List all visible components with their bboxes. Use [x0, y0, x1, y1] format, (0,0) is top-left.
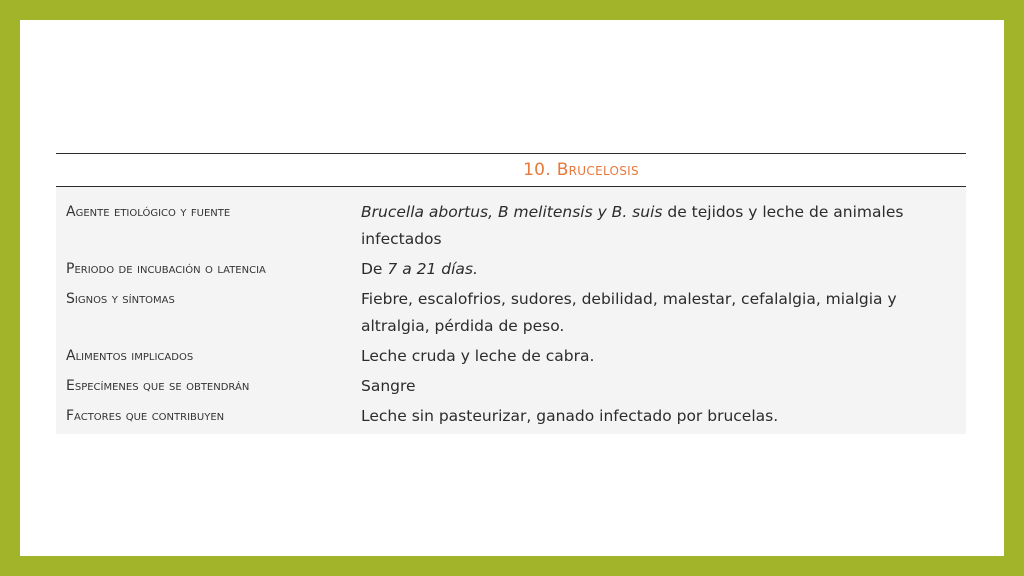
value-part: De: [361, 260, 388, 278]
value-part: Leche cruda y leche de cabra.: [361, 347, 595, 365]
value-part: Leche sin pasteurizar, ganado infectado por brucelas.: [361, 407, 779, 425]
row-value: [361, 373, 966, 400]
value-part: Fiebre, escalofrios, sudores, debilidad, malestar, cefalalgia, mialgia y altralgia, pérdida de peso.: [361, 290, 897, 335]
row-label: Alimentos implicados: [66, 348, 194, 364]
table-row: [56, 286, 966, 340]
row-value: [361, 199, 966, 253]
row-value: [361, 286, 966, 340]
table-row: [56, 199, 966, 253]
row-value: [361, 403, 966, 430]
row-label: Signos y síntomas: [66, 291, 175, 307]
table-body: [56, 187, 966, 434]
table-title: 10. Brucelosis: [523, 160, 639, 180]
table-row: [56, 373, 966, 400]
slide: [20, 20, 1004, 556]
row-label: Factores que contribuyen: [66, 408, 225, 424]
row-value: [361, 256, 966, 283]
value-part: 7 a 21 días.: [387, 260, 478, 278]
disease-table: [56, 153, 966, 434]
table-row: [56, 403, 966, 430]
row-value: [361, 343, 966, 370]
value-part: de tejidos y leche de animales infectados: [361, 203, 904, 248]
row-label: Agente etiológico y fuente: [66, 204, 231, 220]
row-label: Periodo de incubación o latencia: [66, 261, 266, 277]
title-row: [56, 154, 966, 186]
value-part: Brucella abortus, B melitensis y B. suis: [361, 203, 663, 221]
value-part: Sangre: [361, 377, 416, 395]
table-row: [56, 256, 966, 283]
row-label: Especímenes que se obtendrán: [66, 378, 250, 394]
table-row: [56, 343, 966, 370]
